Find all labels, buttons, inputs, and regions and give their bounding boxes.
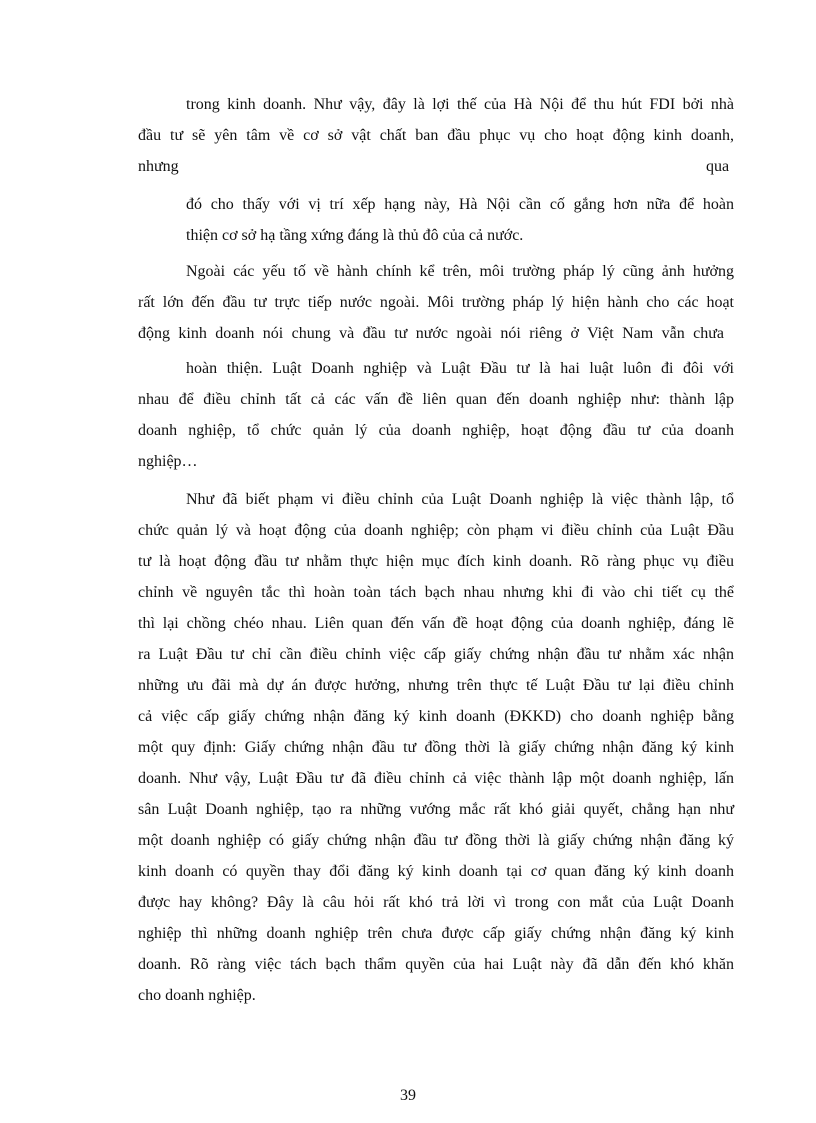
text-line: doanh. Như vậy, Luật Đầu tư đã điều chỉnh cả việc thành lập một doanh nghiệp, lấn xyxy=(138,770,734,787)
text-line: những ưu đãi mà dự án được hưởng, nhưng trên thực tế Luật Đầu tư lại điều chỉnh xyxy=(138,677,734,694)
text-line: thì lại chồng chéo nhau. Liên quan đến vấn đề hoạt động của doanh nghiệp, đáng lẽ xyxy=(138,615,734,632)
text-line: cho doanh nghiệp. xyxy=(138,987,256,1004)
text-line: kinh doanh có quyền thay đổi đăng ký kinh doanh tại cơ quan đăng ký kinh doanh xyxy=(138,863,734,880)
text-line: Như đã biết phạm vi điều chỉnh của Luật Doanh nghiệp là việc thành lập, tổ xyxy=(186,491,734,508)
text-line: được hay không? Đây là câu hỏi rất khó trả lời vì trong con mắt của Luật Doanh xyxy=(138,894,734,911)
text-line: rất lớn đến đầu tư trực tiếp nước ngoài. Môi trường pháp lý hiện hành cho các hoạt xyxy=(138,294,734,311)
text-line: cả việc cấp giấy chứng nhận đăng ký kinh doanh (ĐKKD) cho doanh nghiệp bằng xyxy=(138,708,734,725)
page-number: 39 xyxy=(400,1087,416,1104)
text-line: chỉnh về nguyên tắc thì hoàn toàn tách bạch nhau nhưng khi đi vào chi tiết cụ thể xyxy=(138,584,734,601)
text-line: động kinh doanh nói chung và đầu tư nước ngoài nói riêng ở Việt Nam vẫn chưa xyxy=(138,325,724,342)
text-line: một quy định: Giấy chứng nhận đầu tư đồng thời là giấy chứng nhận đăng ký kinh xyxy=(138,739,734,756)
text-line: Ngoài các yếu tố về hành chính kể trên, môi trường pháp lý cũng ảnh hưởng xyxy=(186,263,734,280)
text-line: thiện cơ sở hạ tầng xứng đáng là thủ đô của cả nước. xyxy=(186,227,524,244)
text-line: nghiệp… xyxy=(138,453,198,470)
text-line: trong kinh doanh. Như vậy, đây là lợi thế của Hà Nội để thu hút FDI bởi nhà xyxy=(186,96,734,113)
text-line: doanh. Rõ ràng việc tách bạch thẩm quyền của hai Luật này đã dẫn đến khó khăn xyxy=(138,956,734,973)
text-line: đó cho thấy với vị trí xếp hạng này, Hà Nội cần cố gắng hơn nữa để hoàn xyxy=(186,196,734,213)
text-line: tư là hoạt động đầu tư nhằm thực hiện mục đích kinh doanh. Rõ ràng phục vụ điều xyxy=(138,553,734,570)
text-line: ra Luật Đầu tư chỉ cần điều chỉnh việc cấp giấy chứng nhận đầu tư nhằm xác nhận xyxy=(138,646,734,663)
text-line: chức quản lý và hoạt động của doanh nghiệp; còn phạm vi điều chỉnh của Luật Đầu xyxy=(138,522,734,539)
text-line: đầu tư sẽ yên tâm về cơ sở vật chất ban đầu phục vụ cho hoạt động kinh doanh, xyxy=(138,127,734,144)
text-line: doanh nghiệp, tổ chức quản lý của doanh nghiệp, hoạt động đầu tư của doanh xyxy=(138,422,734,439)
text-line: hoàn thiện. Luật Doanh nghiệp và Luật Đầu tư là hai luật luôn đi đôi với xyxy=(186,360,734,377)
text-line: sân Luật Doanh nghiệp, tạo ra những vướng mắc rất khó giải quyết, chẳng hạn như xyxy=(138,801,734,818)
text-line: nhau để điều chỉnh tất cả các vấn đề liên quan đến doanh nghiệp như: thành lập xyxy=(138,391,734,408)
text-line: qua xyxy=(706,158,730,175)
text-line: nhưng xyxy=(138,158,179,175)
text-line: một doanh nghiệp có giấy chứng nhận đầu tư đồng thời là giấy chứng nhận đăng ký xyxy=(138,832,734,849)
text-line: nghiệp thì những doanh nghiệp trên chưa được cấp giấy chứng nhận đăng ký kinh xyxy=(138,925,734,942)
